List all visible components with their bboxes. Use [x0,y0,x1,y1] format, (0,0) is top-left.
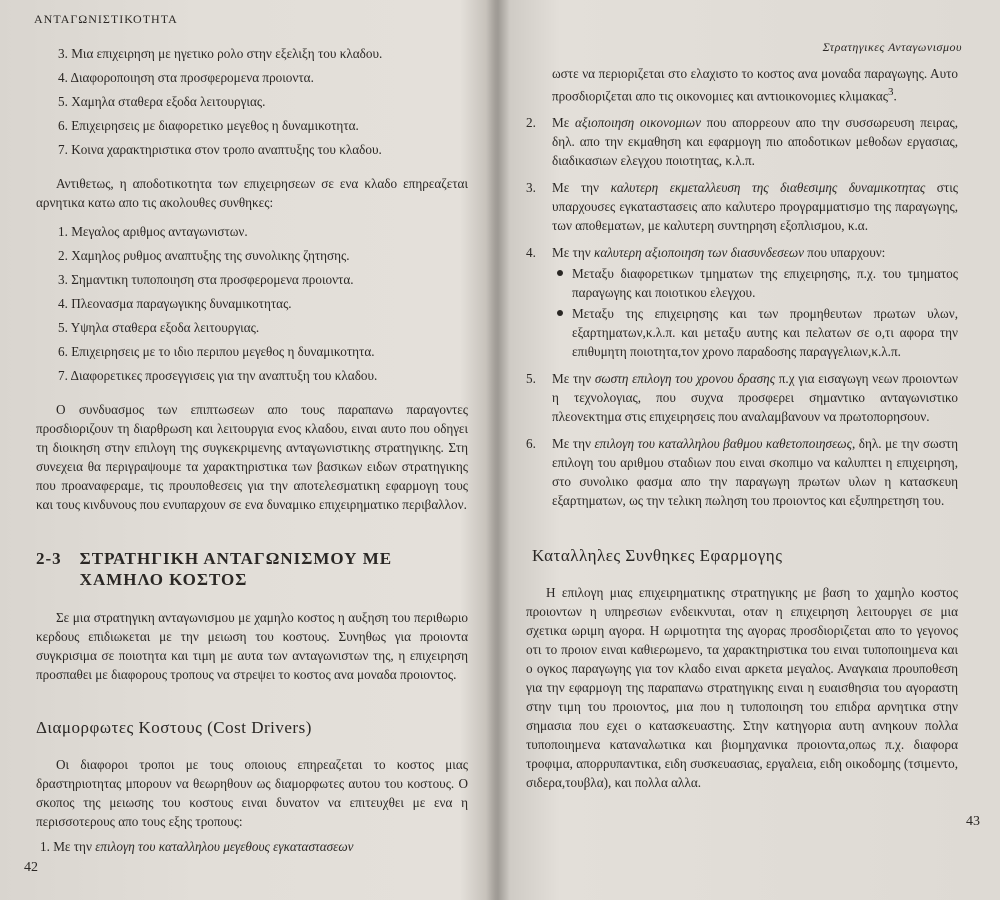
favorable-conditions-list [36,44,468,159]
list-item: 2. Χαμηλος ρυθμος αναπτυξης της συνολικης ζητησης. [58,248,350,263]
bullet-item: Μεταξυ της επιχειρησης και των προμηθευτων πρωτων υλων, εξαρτηματων,κ.λ.π. και μεταξυ αυτης και πελατων σε ο,τι αφορα την επιθυμητη ποιοτητα,τον χρονο παραδοσης παραγγελιων,κ.λ.π. [552,304,958,361]
list-item: 6. Με την επιλογη του καταλληλου βαθμου καθετοποιησεως, δηλ. με την σωστη επιλογη του αριθμου σταδιων που ειναι σκοπιμο να καλυπτει η επιχειρηση, στο συνολικο φασμα απο την παραγωγη πρωτων υλων η κατασκευη εξαρτηματων, ως την τελικη πωληση του προιοντος και εξυπηρετηση του. [526,436,958,509]
right-page [504,0,1000,900]
list-item-1: 1. Με την επιλογη του καταλληλου μεγεθους εγκαταστασεων [40,839,354,854]
list-item: 2. Με αξιοποιηση οικονομιων που απορρεουν απο την συσσωρευση πειρας, δηλ. απο την εκμαθηση και εφαρμογη πιο αποδοτικων μεθοδων εργασιας, διαδικασιων ελεγχου ποιοτητας, κ.λ.π. [526,115,958,169]
linkages-bullets [552,264,958,361]
list-item: 1. Μεγαλος αριθμος ανταγωνιστων. [58,224,248,239]
subheading-cost-drivers: Διαμορφωτες Κοστους (Cost Drivers) [36,718,312,737]
left-text-column [36,44,468,856]
left-page [0,0,492,900]
list-item: 4. Πλεονασμα παραγωγικης δυναμικοτητας. [58,296,292,311]
list-item: 5. Υψηλα σταθερα εξοδα λειτουργιας. [58,320,260,335]
paragraph-combination: Ο συνδυασμος των επιπτωσεων απο τους παραπανω παραγοντες προσδιοριζουν τη διαρθρωση και λειτουργια ενος κλαδου, ειναι αυτο που οδηγει τη διοικηση στην επιλογη της συγκεκριμενης ανταγωνιστικης στρατηγικης. Στη συνεχεια θα περιγραψουμε τα χαρακτηριστικα των βασικων ειδων στρατηγικης που προαναφεραμε, τις προυποθεσεις για την αποτελεσματικη εφαρμογη τους και τους κινδυνους που ενυπαρχουν σε ενα δυναμικο επιχειρηματικο περιβαλλον. [36,402,468,512]
list-item: 7. Κοινα χαρακτηριστικα στον τροπο αναπτυξης του κλαδου. [58,142,382,157]
right-text-column [526,64,958,792]
continuation-text: ωστε να περιοριζεται στο ελαχιστο το κοστος ανα μοναδα παραγωγης. Αυτο προσδιοριζεται απο τις οικονομιες και αντιοικονομιες κλιμακας$^3$. [552,66,958,104]
unfavorable-conditions-list [36,222,468,385]
page-number-left: 42 [24,860,38,875]
section-number: 2-3 [36,549,62,568]
bullet-item: Μεταξυ διαφορετικων τμηματων της επιχειρησης, π.χ. του τμηματος παραγωγης και ποιοτικου ελεγχου. [552,264,958,302]
list-item: 3. Με την καλυτερη εκμεταλλευση της διαθεσιμης δυναμικοτητας στις υπαρχουσες εγκαταστασεις απο καλυτερο προγραμματισμο της παραγωγης, των αποθεματων, με καλυτερη συντηρηση εξοπλισμου, κ.α. [526,180,958,234]
list-item: 4. Με την καλυτερη αξιοποιηση των διασυνδεσεων που υπαρχουν: Μεταξυ διαφορετικων τμηματων της επιχειρησης, π.χ. του τμηματος παραγωγης και ποιοτικου ελεγχου. Μεταξυ της επιχειρησης και των προμηθευτων πρωτων υλων, εξαρτηματων,κ.λ.π. και μεταξυ αυτης και πελατων σε ο,τι αφορα την επιθυμητη ποιοτητα,τον χρονο παραδοσης παραγγελιων,κ.λ.π. [526,245,958,360]
paragraph-drivers: Οι διαφοροι τροποι με τους οποιους επηρεαζεται το κοστος μιας δραστηριοτητας μπορουν να θεωρηθουν ως διαμορφωτες αυτου του κοστους. Ο σκοπος της μειωσης του κοστους ειναι δυνατον να επιτευχθει με ενα η περισσοτερους απο τους εξης τροπους: [36,757,468,829]
section-title-line1: ΣΤΡΑΤΗΓΙΚΗ ΑΝΤΑΓΩΝΙΣΜΟΥ ΜΕ [79,549,393,568]
list-item: 4. Διαφοροποιηση στα προσφερομενα προιοντα. [58,70,314,85]
running-head-left: ΑΝΤΑΓΩΝΙΣΤΙΚΟΤΗΤΑ [34,12,178,26]
list-item: 5. Χαμηλα σταθερα εξοδα λειτουργιας. [58,94,266,109]
section-heading [36,548,468,590]
subheading-conditions: Καταλληλες Συνθηκες Εφαρμογης [532,546,783,566]
list-item: 6. Επιχειρησεις με διαφορετικο μεγεθος η δυναμικοτητα. [58,118,359,133]
paragraph-conditions: Η επιλογη μιας επιχειρηματικης στρατηγικης με βαση το χαμηλο κοστος προιοντων η υπηρεσιων ενδεικνυται, οταν η επιχειρηση λειτουργει σε μια σχετικα ωριμη αγορα. Η ωριμοτητα της αγορας προσδιοριζεται απο το γεγονος οτι το προιον ειναι καθιερωμενο, τα χαρακτηριστικα του ειναι τυποποιημενα και ο ογκος παραγωγης για τον κλαδο ειναι αρκετα μεγαλος. Αναγκαια προυποθεση για την εφαρμογη της παραπανω στρατηγικης ειναι η ευαισθησια του αγοραστη στην τιμη του προιοντος, μια που η τυποποιηση του επιδρα αρνητικα στην σημασια που εχει ο κατασκευαστης. Στην κατηγορια αυτη ανηκουν πολλα τυποποιημενα καταναλωτικα και βιομηχανικα προιοντα,οπως π.χ. διαφορα τροφιμα, απορρυπαντικα, ειδη συσκευασιας, εργαλεια, ειδη οικοδομης (τσιμεντο, σιδερα,τουβλα), και πολλα αλλα. [526,585,958,791]
list-item: 3. Μια επιχειρηση με ηγετικο ρολο στην εξελιξη του κλαδου. [58,46,383,61]
cost-reduction-list [526,113,958,510]
list-item: 7. Διαφορετικες προσεγγισεις για την αναπτυξη του κλαδου. [58,368,378,383]
running-head-right: Στρατηγικες Ανταγωνισμου [822,40,962,54]
page-number-right: 43 [966,814,980,829]
list-item: 3. Σημαντικη τυποποιηση στα προσφερομενα προιοντα. [58,272,354,287]
list-item: 6. Επιχειρησεις με το ιδιο περιπου μεγεθος η δυναμικοτητα. [58,344,375,359]
paragraph-low-cost: Σε μια στρατηγικη ανταγωνισμου με χαμηλο κοστος η αυξηση του περιθωριο κερδους επιδιωκεται με την μειωση του κοστους. Συνηθως για προιοντα συγκρισιμα σε ποιοτητα και τιμη με αυτα των ανταγωνιστων της, η επιχειρηση προσπαθει με διαφορους τροπους να στρεψει το κοστος ανα μοναδα προιοντος. [36,610,468,682]
section-title-line2: ΧΑΜΗΛΟ ΚΟΣΤΟΣ [79,570,248,589]
footnote-mark: 3 [888,86,894,98]
paragraph-contrast: Αντιθετως, η αποδοτικοτητα των επιχειρησεων σε ενα κλαδο επηρεαζεται αρνητικα κατω απο τις ακολουθες συνθηκες: [36,176,468,210]
list-item: 5. Με την σωστη επιλογη του χρονου δρασης π.χ για εισαγωγη νεων προιοντων η τεχνολογιας, που συχνα προσφερει σημαντικο ανταγωνιστικο πλεονεκτημα στις επιχειρησεις που αναλαμβανουν να πρωτοπορησουν. [526,371,958,425]
